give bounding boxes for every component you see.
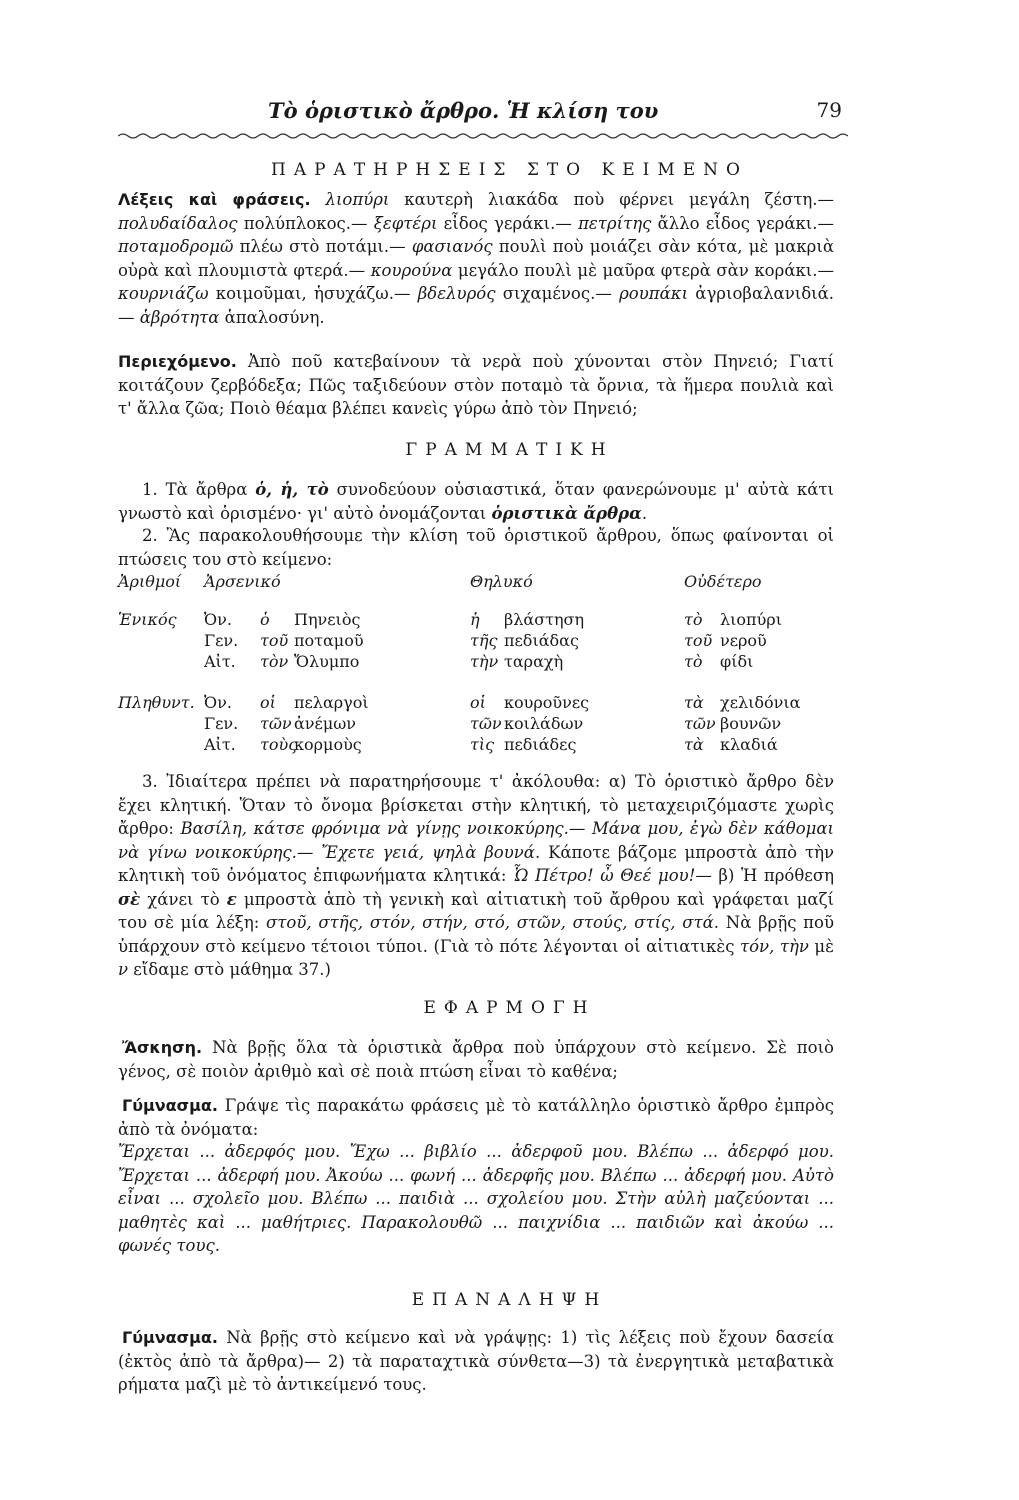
table-fem-noun: πεδιάδας [504,631,579,650]
glossary-definition: ἁπαλοσύνη. [219,307,325,327]
p3-text-c: — β) Ἡ πρόθεση [695,866,834,885]
table-neut-article: τὰ [684,693,704,712]
table-fem-article: ἡ [470,610,480,629]
running-title: Τὸ ὁριστικὸ ἄρθρο. Ἡ κλίση του [268,98,659,123]
words-list [118,190,834,327]
p1-text-b: συνοδεύουν οὐσιαστικά, ὅταν φανερώνουμε μ' αὐτὰ κάτι γνωστὸ καὶ ὁρισμένο· γι' αὐτὸ ὀνομάζονται [118,480,834,523]
glossary-word: πολυδαίδαλος [118,213,238,233]
p3-text-e: μπροστὰ ἀπὸ τὴ γενικὴ καὶ αἰτιατικὴ τοῦ ἄρθρου καὶ γράφεται μαζί του σὲ μία λέξη: [118,889,834,932]
table-header-masculine: Ἀρσενικό [204,572,281,591]
revision-label: Γύμνασμα. [122,1328,218,1347]
words-label: Λέξεις καὶ φράσεις. [118,190,311,209]
heading-grammar: ΓΡΑΜΜΑΤΙΚΗ [405,440,614,460]
table-masc-noun: Πηνειὸς [294,610,361,629]
heading-application: ΕΦΑΡΜΟΓΗ [423,998,596,1018]
glossary-word: πετρίτης [578,213,652,233]
table-fem-noun: πεδιάδες [504,735,577,754]
table-fem-noun: κοιλάδων [504,714,584,733]
table-fem-article: οἱ [470,693,486,712]
table-neut-article: τὰ [684,735,704,754]
words-paragraph [118,188,834,329]
table-number-label: Ἑνικός [118,610,177,629]
glossary-definition: εἶδος γεράκι.— [437,213,579,233]
table-header-neuter: Οὐδέτερο [684,572,762,591]
table-neut-article: τῶν [684,714,716,733]
table-fem-article: τὴν [470,652,499,671]
p1-text-a: 1. Τὰ ἄρθρα [142,480,256,499]
table-header-feminine: Θηλυκό [470,572,533,591]
table-masc-article: τοῦ [260,631,289,650]
glossary-word: ἁβρότητα [139,307,220,327]
table-fem-article: τῆς [470,631,498,650]
p3-example-vocative: Βασίλη, κάτσε φρόνιμα νὰ γίνῃς νοικοκύρης.— Μάνα μου, ἐγὼ δὲν κάθομαι νὰ γίνω νοικοκύρης.— Ἔχετε γειά, ψηλὰ βουνά. [118,819,834,862]
heading-observations: ΠΑΡΑΤΗΡΗΣΕΙΣ ΣΤΟ ΚΕΙΜΕΝΟ [271,160,748,180]
table-case: Ὀν. [204,610,232,629]
p1-articles: ὁ, ἡ, τὸ [255,480,329,499]
table-masc-noun: ἀνέμων [294,714,356,733]
glossary-word: ξεφτέρι [373,213,438,233]
p3-text-d: χάνει τὸ [140,889,227,909]
glossary-word: φασιανός [411,237,493,256]
exercise-text: Νὰ βρῇς ὅλα τὰ ὁριστικὰ ἄρθρα ποὺ ὑπάρχουν στὸ κείμενο. Σὲ ποιὸ γένος, σὲ ποιὸν ἀριθμὸ καὶ σὲ ποιὰ πτώση εἶναι τὸ καθένα; [118,1038,834,1081]
declension-table [118,572,848,762]
table-case: Γεν. [204,714,239,733]
table-masc-noun: πελαργοὶ [294,693,369,712]
table-masc-article: οἱ [260,693,276,712]
table-neut-noun: φίδι [720,652,754,671]
table-masc-article: τὸν [260,652,289,671]
drill-paragraph [118,1094,834,1141]
drill-text: Γράψε τὶς παρακάτω φράσεις μὲ τὸ κατάλληλο ὁριστικὸ ἄρθρο ἐμπρὸς ἀπὸ τὰ ὀνόματα: [118,1096,834,1139]
content-label: Περιεχόμενο. [118,352,237,371]
p3-preposition: σὲ [118,889,141,909]
glossary-definition: μεγάλο πουλὶ μὲ μαῦρα φτερὰ σὰν κοράκι.— [452,260,834,280]
glossary-word: ρουπάκι [619,284,689,303]
table-neut-article: τὸ [684,610,703,629]
table-fem-noun: κουροῦνες [504,693,590,712]
table-case: Ὀν. [204,693,232,712]
table-neut-noun: βουνῶν [720,714,782,733]
p3-text-f: Νὰ βρῇς ποῦ ὑπάρχουν στὸ κείμενο τέτοιοι τύποι. (Γιὰ τὸ πότε λέγονται οἱ αἰτιατικὲς [118,913,834,956]
exercise-label: Ἄσκηση. [122,1038,203,1057]
glossary-word: ποταμοδρομῶ [118,237,234,256]
p3-letter-e: ε [226,889,237,909]
table-neut-noun: λιοπύρι [720,610,782,629]
drill-phrases: Ἔρχεται ... ἀδερφός μου. Ἔχω ... βιβλίο ... ἀδερφοῦ μου. Βλέπω ... ἀδερφό μου. Ἔρχεται ... ἀδερφή μου. Ἀκούω ... φωνή ... ἀδερφῆς μου. Βλέπω ... ἀδερφή μου. Αὐτὸ εἶναι ... σχολεῖο μου. Βλέπω ... παιδιὰ ... σχολείου μου. Στὴν αὐλὴ μαζεύονται ... μαθητὲς καὶ ... μαθήτριες. Παρακολουθῶ ... παιχνίδια ... παιδιῶν καὶ ἀκούω ... φωνές τους. [118,1142,834,1255]
table-masc-noun: ποταμοῦ [294,631,364,650]
table-masc-article: τῶν [260,714,292,733]
table-case: Αἰτ. [204,735,236,754]
glossary-word: κουρούνα [370,260,453,280]
content-text: Ἀπὸ ποῦ κατεβαίνουν τὰ νερὰ ποὺ χύνονται στὸν Πηνειό; Γιατί κοιτάζουν ζερβόδεξα; Πῶς ταξιδεύουν στὸν ποταμὸ τὰ ὄρνια, τὰ ἥμερα πουλιὰ καὶ τ' ἄλλα ζῶα; Ποιὸ θέαμα βλέπει κανεὶς γύρω ἀπὸ τὸν Πηνειό; [118,352,834,418]
table-masc-article: τοὺς [260,735,298,754]
grammar-paragraph-2 [118,524,834,571]
revision-paragraph [118,1326,834,1397]
table-fem-article: τὶς [470,735,495,754]
table-neut-noun: νεροῦ [720,631,767,650]
table-case: Γεν. [204,631,239,650]
revision-text: Νὰ βρῇς στὸ κείμενο καὶ νὰ γράψῃς: 1) τὶς λέξεις ποὺ ἔχουν δασεία (ἐκτὸς ἀπὸ τὰ ἄρθρα)— 2) τὰ παραταχτικὰ σύνθετα—3) τὰ ἐνεργητικὰ μεταβατικὰ ρήματα μαζὶ μὲ τὸ ἀντικείμενό τους. [118,1328,834,1394]
glossary-definition: κοιμοῦμαι, ἡσυχάζω.— [208,284,418,303]
table-masc-noun: Ὄλυμπο [294,652,360,671]
glossary-definition: σιχαμένος.— [495,284,620,303]
table-neut-article: τὸ [684,652,703,671]
glossary-definition: καυτερὴ λιακάδα ποὺ φέρνει μεγάλη ζέστη.— [389,190,834,209]
p1-term: ὁριστικὰ ἄρθρα [491,503,642,523]
p3-text-b: Κάποτε βάζομε μπροστὰ ἀπὸ τὴν κλητικὴ τοῦ ὀνόματος ἐπιφωνήματα κλητικά: [118,842,834,885]
glossary-word: κουρνιάζω [118,284,209,303]
glossary-definition: πολύπλοκος.— [237,213,374,233]
table-fem-article: τῶν [470,714,502,733]
heading-revision: ΕΠΑΝΑΛΗΨΗ [411,1290,608,1310]
grammar-paragraph-3 [118,770,834,982]
table-neut-noun: χελιδόνια [720,693,801,712]
table-number-label: Πληθυντ. [118,693,195,712]
table-case: Αἰτ. [204,652,236,671]
glossary-definition: ἄλλο εἶδος γεράκι.— [651,213,834,233]
p3-text-h: εἴδαμε στὸ μάθημα 37.) [128,960,331,979]
p3-example-interjection: Ὦ Πέτρο! ὦ Θεέ μου! [512,866,696,885]
p3-text-g: μὲ [808,936,834,956]
p2-text: 2. Ἂς παρακολουθήσουμε τὴν κλίση τοῦ ὁριστικοῦ ἄρθρου, ὅπως φαίνονται οἱ πτώσεις του στὸ κείμενο: [118,526,834,569]
p3-letter-n: ν [118,960,129,979]
glossary-word: λιοπύρι [325,190,390,209]
p3-text-a: 3. Ἰδιαίτερα πρέπει νὰ παρατηρήσουμε τ' ἀκόλουθα: α) Τὸ ὁριστικὸ ἄρθρο δὲν ἔχει κλητική. Ὅταν τὸ ὄνομα βρίσκεται στὴν κλητική, τὸ μεταχειριζόμαστε χωρὶς ἄρθρο: [118,772,834,838]
p3-forms: στοῦ, στῆς, στόν, στήν, στό, στῶν, στούς, στίς, στά. [266,913,720,932]
table-fem-noun: ταραχὴ [504,652,564,671]
drill-label: Γύμνασμα. [122,1096,218,1115]
table-header-numbers: Ἀριθμοί [118,572,182,591]
table-neut-noun: κλαδιά [720,735,778,754]
p1-text-c: . [641,503,648,523]
glossary-definition: πουλὶ ποὺ μοιάζει σὰν κότα, μὲ μακριὰ οὐρὰ καὶ πλουμιστὰ φτερά.— [118,237,834,280]
page-header [118,96,848,130]
table-masc-noun: κορμοὺς [294,735,362,754]
table-neut-article: τοῦ [684,631,713,650]
glossary-definition: ἀγριοβαλανιδιά.— [118,284,834,327]
glossary-definition: πλέω στὸ ποτάμι.— [233,237,412,256]
p3-accusatives: τόν, τὴν [739,936,809,956]
page-number: 79 [816,98,842,122]
table-fem-noun: βλάστηση [504,610,585,629]
content-paragraph [118,350,834,421]
glossary-word: βδελυρός [417,284,496,303]
exercise-paragraph [118,1036,834,1083]
grammar-paragraph-1 [118,478,834,525]
table-masc-article: ὁ [260,610,270,629]
wavy-rule [118,132,848,140]
